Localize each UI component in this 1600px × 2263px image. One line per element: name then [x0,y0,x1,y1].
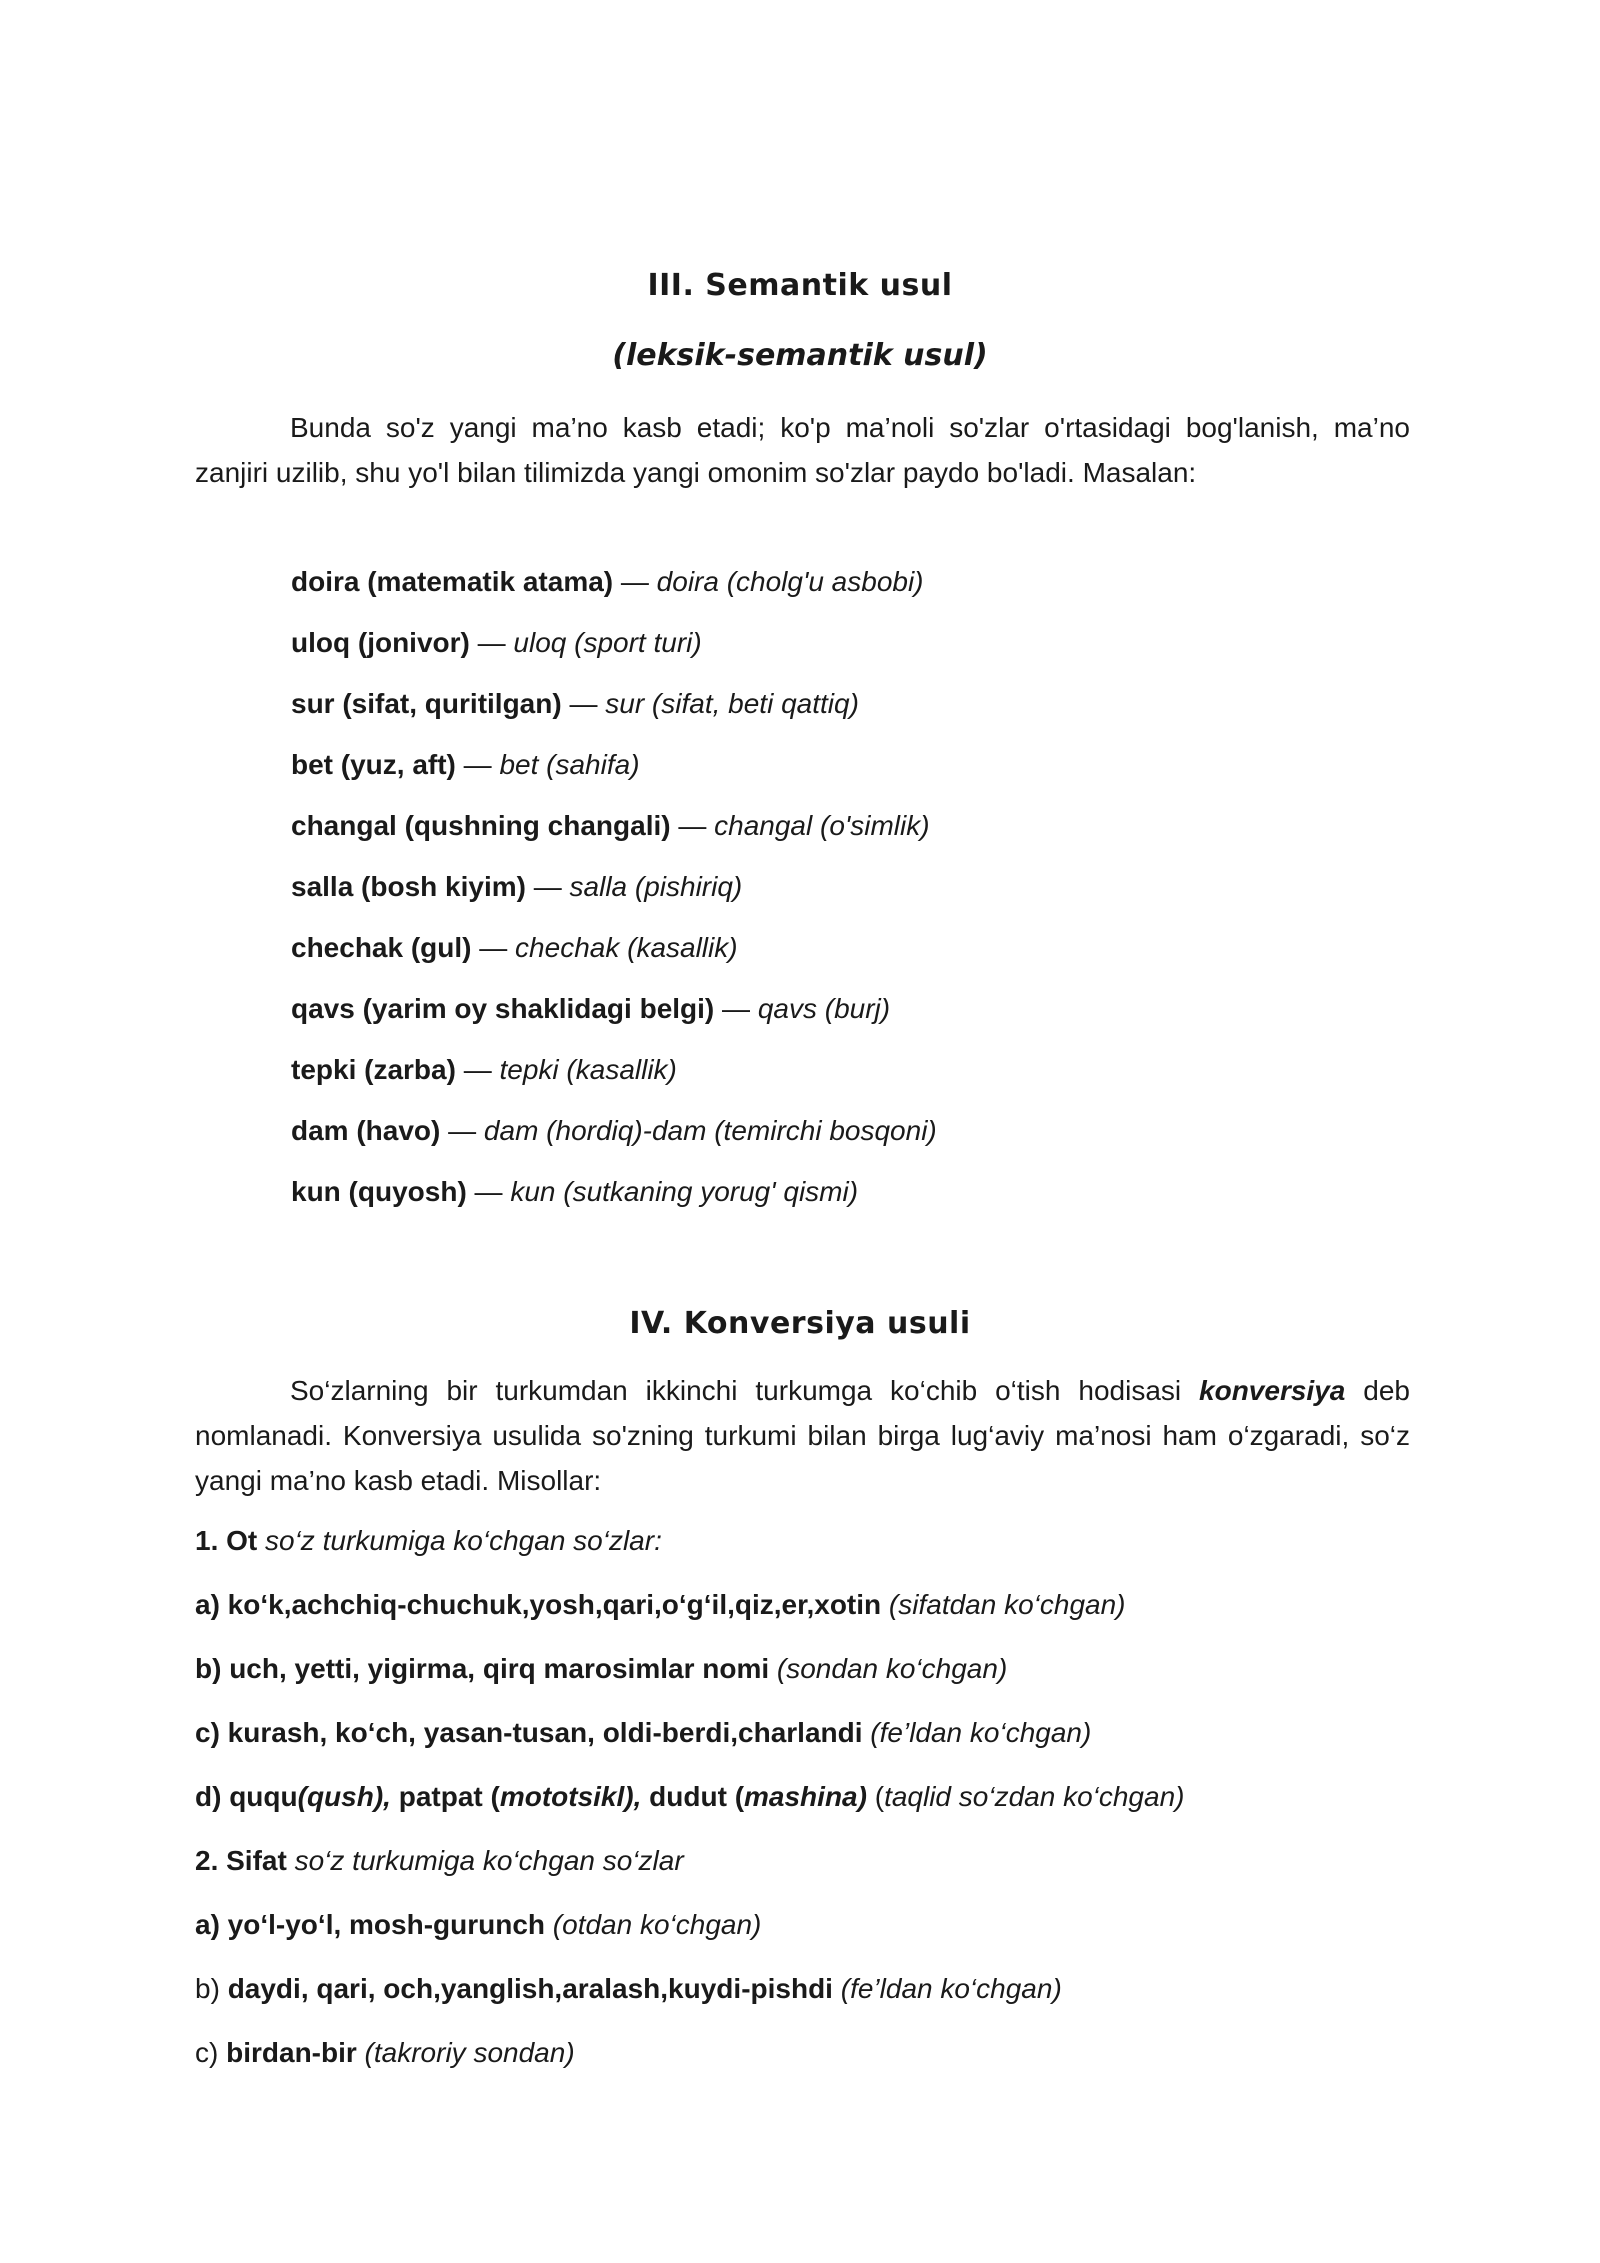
example-term: bet (yuz, aft) [291,749,456,780]
a2-note: (otdan ko‘chgan) [545,1909,762,1940]
example-dash: — [561,688,606,719]
d1-part5: dudut ( [641,1781,745,1812]
d1-part8: taqlid so‘zdan ko‘chgan) [884,1781,1185,1812]
group2-number: 2. Sifat [195,1845,287,1876]
group1-number: 1. Ot [195,1525,258,1556]
group2-heading-text: so‘z turkumiga ko‘chgan so‘zlar [286,1845,684,1876]
example-meaning: salla (pishiriq) [569,871,743,902]
group1-heading-text: so‘z turkumiga ko‘chgan so‘zlar: [257,1525,662,1556]
example-row [291,867,742,907]
b2-prefix: b) [195,1973,228,2004]
example-term: qavs (yarim oy shaklidagi belgi) [291,993,715,1024]
example-dash: — [440,1115,484,1146]
example-meaning: bet (sahifa) [499,749,640,780]
example-term: dam (havo) [291,1115,441,1146]
d1-part2: (qush), [297,1781,391,1812]
example-dash: — [471,932,516,963]
example-meaning: changal (o'simlik) [714,810,930,841]
semantic-paragraph: Bunda so'z yangi ma’no kasb etadi; ko'p ma’noli so'zlar o'rtasidagi bog'lanish, ma’no zanjiri uzilib, shu yo'l bilan tilimizda yangi omonim so'zlar paydo bo'ladi. Masalan: [195,412,1410,488]
list-item-c1 [195,1713,1091,1753]
example-row [291,928,738,968]
example-term: doira (matematik atama) [291,566,614,597]
example-term: tepki (zarba) [291,1054,456,1085]
a2-words: a) yo‘l-yo‘l, mosh-gurunch [195,1909,546,1940]
example-dash: — [466,1176,511,1207]
example-term: salla (bosh kiyim) [291,871,526,902]
group2-heading [195,1841,684,1881]
section-title-semantic: III. Semantik usul [647,268,953,303]
c1-words: c) kurash, ko‘ch, yasan-tusan, oldi-berdi,charlandi [195,1717,863,1748]
d1-part3: patpat ( [390,1781,500,1812]
example-dash: — [714,993,758,1024]
section-title-conversion: IV. Konversiya usuli [629,1306,971,1341]
a1-note: (sifatdan ko‘chgan) [881,1589,1126,1620]
example-term: changal (qushning changali) [291,810,671,841]
c1-note: (fe’ldan ko‘chgan) [862,1717,1092,1748]
example-meaning: tepki (kasallik) [499,1054,677,1085]
example-row [291,806,930,846]
example-meaning: dam (hordiq)-dam (temirchi bosqoni) [483,1115,937,1146]
list-item-a1 [195,1585,1126,1625]
example-term: chechak (gul) [291,932,472,963]
example-row [291,1172,858,1212]
konversiya-term: konversiya [1199,1375,1346,1406]
example-meaning: uloq (sport turi) [513,627,702,658]
example-row [291,989,890,1029]
conversion-paragraph [195,1368,1410,1503]
list-item-d1 [195,1777,1184,1817]
b2-note: (fe’ldan ko‘chgan) [832,1973,1062,2004]
example-dash: — [455,1054,500,1085]
example-meaning: chechak (kasallik) [515,932,738,963]
example-dash: — [613,566,657,597]
example-term: uloq (jonivor) [291,627,470,658]
d1-part1: d) ququ [195,1781,298,1812]
a1-words: a) ko‘k,achchiq-chuchuk,yosh,qari,o‘g‘il,qiz,er,xotin [195,1589,882,1620]
b2-words: daydi, qari, och,yanglish,aralash,kuydi-pishdi [227,1973,833,2004]
section-subtitle-semantic: (leksik-semantik usul) [612,338,988,373]
b1-words: b) uch, yetti, yigirma, qirq marosimlar nomi [195,1653,770,1684]
example-dash: — [469,627,514,658]
example-row [291,623,702,663]
example-term: kun (quyosh) [291,1176,467,1207]
example-row [291,745,640,785]
example-dash: — [670,810,715,841]
example-row [291,1050,677,1090]
list-item-b2 [195,1969,1062,2009]
list-item-b1 [195,1649,1007,1689]
d1-part7: ( [866,1781,885,1812]
c2-prefix: c) [195,2037,227,2068]
list-item-c2 [195,2033,575,2073]
b1-note: (sondan ko‘chgan) [769,1653,1008,1684]
example-row [291,1111,937,1151]
c2-words: birdan-bir [226,2037,357,2068]
example-term: sur (sifat, quritilgan) [291,688,562,719]
example-meaning: sur (sifat, beti qattiq) [605,688,859,719]
example-meaning: qavs (burj) [757,993,891,1024]
list-item-a2 [195,1905,761,1945]
example-row [291,562,924,602]
example-dash: — [455,749,500,780]
example-row [291,684,859,724]
example-meaning: doira (cholg'u asbobi) [656,566,924,597]
group1-heading [195,1521,662,1561]
example-meaning: kun (sutkaning yorug' qismi) [510,1176,859,1207]
conversion-paragraph-start: So‘zlarning bir turkumdan ikkinchi turkumga ko‘chib o‘tish hodisasi [290,1375,1200,1406]
example-dash: — [525,871,570,902]
d1-part6: mashina) [744,1781,867,1812]
c2-note: (takroriy sondan) [356,2037,575,2068]
d1-part4: mototsikl), [499,1781,642,1812]
conversion-paragraph-end: deb nomlanadi. Konversiya usulida so'zning turkumi bilan birga lug‘aviy ma’nosi ham o‘zgaradi, so‘z yangi ma’no kasb etadi. Misollar: [195,1375,1410,1496]
